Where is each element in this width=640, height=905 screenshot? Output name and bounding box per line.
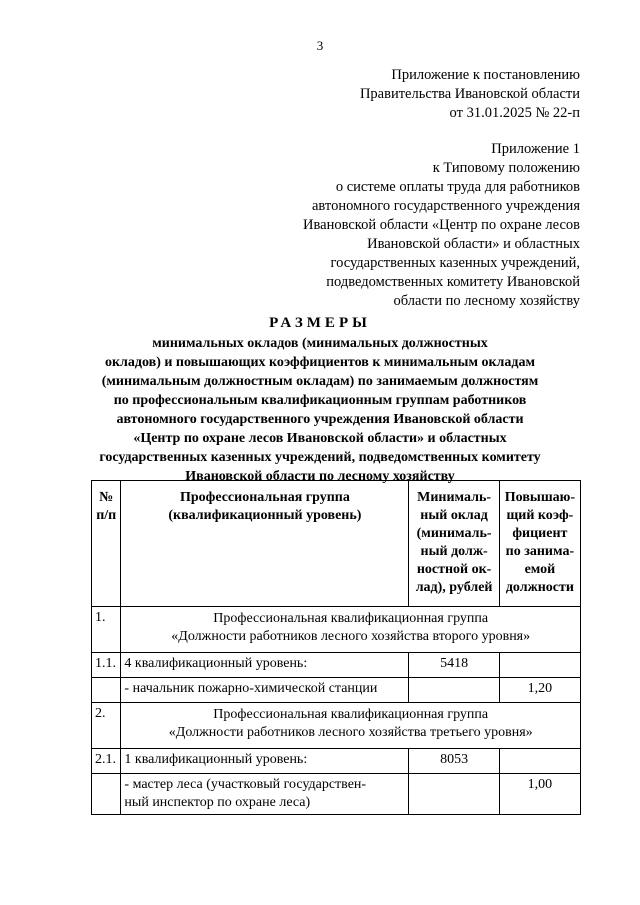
- title-line: автономного государственного учреждения Ивановской области: [116, 412, 524, 427]
- title-line: минимальных окладов (минимальных должностных: [152, 336, 488, 351]
- appendix-line: Приложение 1: [491, 141, 580, 157]
- table-row-group: [92, 607, 581, 653]
- group-num: 2.: [92, 703, 121, 749]
- group-title: [121, 703, 581, 749]
- header-text: ный оклад: [420, 508, 488, 523]
- group-title-line: «Должности работников лесного хозяйства второго уровня»: [171, 629, 531, 644]
- header-text: лад), рублей: [415, 580, 493, 595]
- position-coef: 1,20: [499, 678, 580, 703]
- appendix-line: подведомственных комитету Ивановской: [326, 274, 580, 290]
- appendix-line: государственных казенных учреждений,: [330, 255, 580, 271]
- table-header-row: [92, 481, 581, 607]
- table-row-group: [92, 703, 581, 749]
- group-title-line: «Должности работников лесного хозяйства третьего уровня»: [168, 725, 533, 740]
- header-text: ный долж-: [420, 544, 488, 559]
- header-text: Повышаю-: [504, 490, 575, 505]
- position-label: - начальник пожарно-химической станции: [121, 678, 409, 703]
- level-num: 2.1.: [92, 749, 121, 774]
- appendix-line: Ивановской области «Центр по охране лесов: [303, 217, 580, 233]
- header-text: Минималь-: [417, 490, 492, 505]
- header-text: должности: [505, 580, 574, 595]
- title-line: по профессиональным квалификационным группам работников: [113, 393, 527, 408]
- position-label-line: - мастер леса (участковый государствен-: [124, 777, 367, 792]
- title-heading: РАЗМЕРЫ: [269, 315, 371, 331]
- position-coef: 1,00: [499, 774, 580, 815]
- level-label: 4 квалификационный уровень:: [121, 653, 409, 678]
- title-line: Ивановской области по лесному хозяйству: [185, 469, 455, 484]
- level-label: 1 квалификационный уровень:: [121, 749, 409, 774]
- table-row-level: [92, 749, 581, 774]
- header-salary: [409, 481, 499, 607]
- position-label: [121, 774, 409, 815]
- header-text: ностной ок-: [416, 562, 492, 577]
- group-title-line: Профессиональная квалификационная группа: [213, 707, 489, 722]
- table-row-level: [92, 653, 581, 678]
- header-num: [92, 481, 121, 607]
- title-line: окладов) и повышающих коэффициентов к минимальным окладам: [104, 355, 536, 370]
- level-num: 1.1.: [92, 653, 121, 678]
- level-coef: [499, 749, 580, 774]
- resolution-line: Приложение к постановлению: [391, 67, 580, 83]
- header-text: Профессиональная группа: [179, 490, 350, 505]
- appendix-line: автономного государственного учреждения: [312, 198, 580, 214]
- header-text: емой: [524, 562, 556, 577]
- level-coef: [499, 653, 580, 678]
- group-title-line: Профессиональная квалификационная группа: [213, 611, 489, 626]
- position-salary: [409, 678, 499, 703]
- header-text: (квалификационный уровень): [168, 508, 362, 523]
- table-row-position: [92, 678, 581, 703]
- appendix-line: к Типовому положению: [432, 160, 580, 176]
- page-number: 3: [316, 38, 324, 53]
- appendix-reference: [260, 140, 580, 311]
- title-line: (минимальным должностным окладам) по занимаемым должностям: [101, 374, 539, 389]
- position-salary: [409, 774, 499, 815]
- header-text: фициент: [512, 526, 568, 541]
- header-text: п/п: [96, 508, 117, 523]
- title-line: государственных казенных учреждений, подведомственных комитету: [99, 450, 541, 465]
- salary-table: [91, 480, 581, 815]
- appendix-line: о системе оплаты труда для работников: [335, 179, 580, 195]
- table-row-position: [92, 774, 581, 815]
- title-line: «Центр по охране лесов Ивановской области» и областных: [133, 431, 507, 446]
- header-coefficient: [499, 481, 580, 607]
- header-text: №: [99, 490, 114, 505]
- appendix-line: Ивановской области» и областных: [367, 236, 580, 252]
- header-text: (минималь-: [416, 526, 492, 541]
- appendix-line: области по лесному хозяйству: [393, 293, 580, 309]
- header-text: щий коэф-: [506, 508, 574, 523]
- resolution-line: Правительства Ивановской области: [359, 86, 580, 102]
- position-num: [92, 774, 121, 815]
- position-label-line: ный инспектор по охране леса): [124, 795, 311, 810]
- resolution-reference: [280, 66, 580, 123]
- document-title: [60, 314, 580, 486]
- level-salary: 8053: [409, 749, 499, 774]
- group-title: [121, 607, 581, 653]
- position-num: [92, 678, 121, 703]
- header-text: по занима-: [505, 544, 575, 559]
- resolution-line: от 31.01.2025 № 22-п: [449, 105, 580, 121]
- group-num: 1.: [92, 607, 121, 653]
- header-group: [121, 481, 409, 607]
- level-salary: 5418: [409, 653, 499, 678]
